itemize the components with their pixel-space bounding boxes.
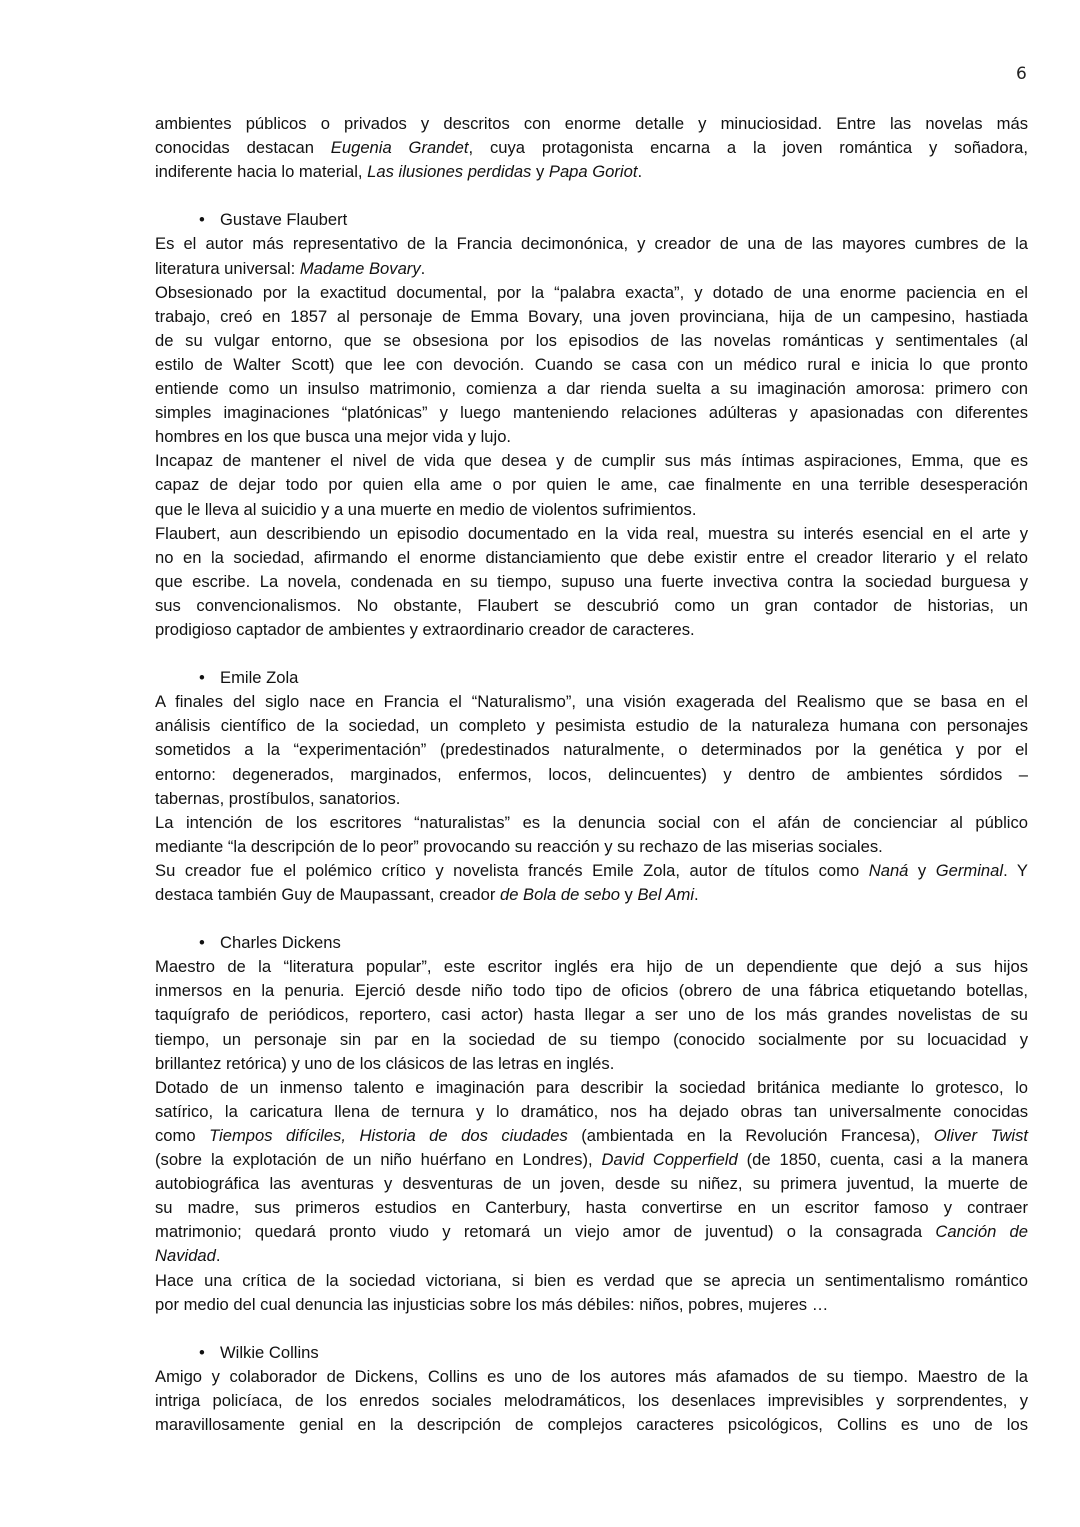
text-line: que le lleva al suicidio y a una muerte en medio de violentos sufrimientos. [155, 499, 697, 519]
text-line: como Tiempos difíciles, Historia de dos ciudades (ambientada en la Revolución Francesa), Oliver Twist [155, 1125, 1028, 1145]
text-line: inmersos en la penuria. Ejerció desde niño todo tipo de oficios (obrero de una fábrica etiquetando botellas, [155, 981, 1028, 1001]
bullet-icon: • [199, 668, 205, 688]
section-heading [155, 1341, 1028, 1365]
text-line: satírico, la caricatura llena de ternura y lo dramático, nos ha dejado obras tan universalmente conocidas [155, 1101, 1028, 1121]
text-line: Incapaz de mantener el nivel de vida que desea y de cumplir sus más íntimas aspiraciones, Emma, que es [155, 451, 1028, 471]
text-line: análisis científico de la sociedad, un completo y pesimista estudio de la naturaleza humana con personajes [155, 716, 1028, 736]
italic-title: Madame Bovary [299, 258, 421, 278]
bullet-icon: • [199, 1342, 205, 1362]
italic-title: Navidad [155, 1246, 216, 1266]
italic-title: Tiempos difíciles, Historia de dos ciudades [209, 1125, 568, 1145]
paragraph [155, 449, 1028, 521]
text-line: Maestro de la “literatura popular”, este escritor inglés era hijo de un dependiente que dejó a sus hijos [155, 957, 1028, 977]
text-line: tabernas, prostíbulos, sanatorios. [155, 788, 401, 808]
italic-title: Germinal [935, 860, 1004, 880]
text-line: mediante “la descripción de lo peor” provocando su reacción y su rechazo de las miserias sociales. [155, 836, 883, 856]
text-line: La intención de los escritores “naturalistas” es la denuncia social con el afán de concienciar al público [155, 812, 1028, 832]
paragraph [155, 112, 1028, 184]
text-line: Amigo y colaborador de Dickens, Collins es uno de los autores más afamados de su tiempo. Maestro de la [155, 1366, 1028, 1386]
text-line: Hace una crítica de la sociedad victoriana, si bien es verdad que se aprecia un sentimentalismo romántico [155, 1270, 1028, 1290]
text-line: indiferente hacia lo material, Las ilusiones perdidas y Papa Goriot. [155, 162, 643, 182]
section-heading-text: Gustave Flaubert [220, 210, 348, 230]
text-line: Obsesionado por la exactitud documental, por la “palabra exacta”, y dotado de una enorme paciencia en el [155, 282, 1028, 302]
text-line: literatura universal: Madame Bovary. [155, 258, 426, 278]
italic-title: Oliver Twist [933, 1125, 1028, 1145]
italic-title: Las ilusiones perdidas [367, 162, 532, 182]
page-number: 6 [1016, 64, 1027, 84]
text-line: simples imaginaciones “platónicas” y luego manteniendo relaciones adúlteras y apasionadas con diferentes [155, 403, 1028, 423]
text-line: brillantez retórica) y uno de los clásicos de las letras en inglés. [155, 1053, 615, 1073]
paragraph [155, 1365, 1028, 1437]
text-line: trabajo, creó en 1857 al personaje de Emma Bovary, una joven provinciana, hija de un campesino, hastiada [155, 306, 1028, 326]
section-heading-text: Wilkie Collins [220, 1342, 319, 1362]
text-line: Es el autor más representativo de la Francia decimonónica, y creador de una de las mayores cumbres de la [155, 234, 1028, 254]
italic-title: Eugenia Grandet [330, 138, 469, 158]
bullet-icon: • [199, 933, 205, 953]
text-line: que escribe. La novela, condenada en su tiempo, supuso una fuerte invectiva contra la sociedad burguesa y [155, 571, 1028, 591]
text-line: Flaubert, aun describiendo un episodio documentado en la vida real, muestra su interés esencial en el arte y [155, 523, 1028, 543]
text-line: intriga policíaca, de los enredos sociales melodramáticos, los desenlaces imprevisibles y sorprendentes, y [155, 1390, 1028, 1410]
section-heading [155, 666, 1028, 690]
text-line: Su creador fue el polémico crítico y novelista francés Emile Zola, autor de títulos como Naná y Germinal. Y [155, 860, 1028, 880]
italic-title: de Bola de sebo [499, 885, 620, 904]
text-line: tiempo, un personaje sin par en la sociedad de su tiempo (conocido socialmente por su locuacidad y [155, 1029, 1028, 1049]
italic-title: David Copperfield [601, 1150, 738, 1170]
text-line: Navidad. [155, 1246, 221, 1266]
paragraph [155, 1076, 1028, 1269]
text-line: de su vulgar entorno, que se obsesiona por los episodios de las novelas románticas y sentimentales (al [155, 330, 1028, 350]
paragraph [155, 522, 1028, 642]
blank-line [155, 184, 1028, 208]
italic-title: Naná [868, 860, 909, 880]
text-line: maravillosamente genial en la descripción de complejos caracteres psicológicos, Collins es uno de los [155, 1415, 1028, 1435]
text-line: capaz de dejar todo por quien ella ame o por quien le ame, cae finalmente en una terrible desesperación [155, 475, 1028, 495]
text-line: Dotado de un inmenso talento e imaginación para describir la sociedad británica mediante lo grotesco, lo [155, 1077, 1028, 1097]
paragraph [155, 811, 1028, 859]
text-line: autobiográfica las aventuras y desventuras de un joven, desde su niñez, su primera juventud, la muerte de [155, 1174, 1028, 1194]
text-line: A finales del siglo nace en Francia el “Naturalismo”, una visión exagerada del Realismo que se basa en el [155, 692, 1028, 712]
paragraph [155, 955, 1028, 1075]
text-line: conocidas destacan Eugenia Grandet, cuya protagonista encarna a la joven romántica y soñadora, [155, 138, 1028, 158]
blank-line [155, 642, 1028, 666]
paragraph [155, 1269, 1028, 1317]
paragraph [155, 859, 1028, 907]
text-line: matrimonio; quedará pronto viudo y retomará un viejo amor de juventud) o la consagrada Canción de [155, 1222, 1029, 1242]
italic-title: Canción de [935, 1222, 1029, 1242]
italic-title: Papa Goriot [548, 162, 638, 182]
paragraph [155, 690, 1028, 810]
document-body [155, 112, 1028, 1437]
paragraph [155, 232, 1028, 280]
section-heading-text: Emile Zola [220, 668, 299, 688]
section-heading-text: Charles Dickens [220, 933, 341, 953]
text-line: su madre, sus primeros estudios en Canterbury, hasta convertirse en un escritor famoso y contraer [155, 1198, 1028, 1218]
text-line: taquígrafo de periódicos, reportero, casi actor) hasta llegar a ser uno de los más grandes novelistas de su [155, 1005, 1028, 1025]
text-line: (sobre la explotación de un niño huérfano en Londres), David Copperfield (de 1850, cuenta, casi a la manera [155, 1150, 1029, 1170]
text-line: destaca también Guy de Maupassant, creador de Bola de sebo y Bel Ami. [155, 885, 699, 904]
bullet-icon: • [199, 210, 205, 230]
section-heading [155, 208, 1028, 232]
text-line: no en la sociedad, afirmando el enorme distanciamiento que debe existir entre el creador literario y el relato [155, 547, 1028, 567]
text-line: sus convencionalismos. No obstante, Flaubert se descubrió como un gran contador de historias, un [155, 595, 1028, 615]
italic-title: Bel Ami [637, 885, 695, 904]
blank-line [155, 907, 1028, 931]
text-line: sometidos a la “experimentación” (predestinados naturalmente, o determinados por la genética y por el [155, 740, 1028, 760]
text-line: hombres en los que busca una mejor vida y lujo. [155, 427, 512, 447]
blank-line [155, 1317, 1028, 1341]
text-line: por medio del cual denuncia las injusticias sobre los más débiles: niños, pobres, mujeres … [155, 1294, 829, 1314]
text-line: entiende como un insulso matrimonio, comienza a dar rienda suelta a su imaginación amorosa: primero con [155, 379, 1028, 399]
text-line: entorno: degenerados, marginados, enfermos, locos, delincuentes) y dentro de ambientes sórdidos – [155, 764, 1028, 784]
section-heading [155, 931, 1028, 955]
text-line: estilo de Walter Scott) que lee con devoción. Cuando se casa con un médico rural e inicia lo que pronto [155, 354, 1028, 374]
paragraph [155, 281, 1028, 450]
text-line: ambientes públicos o privados y descritos con enorme detalle y minuciosidad. Entre las novelas más [155, 114, 1028, 133]
text-line: prodigioso captador de ambientes y extraordinario creador de caracteres. [155, 619, 695, 639]
